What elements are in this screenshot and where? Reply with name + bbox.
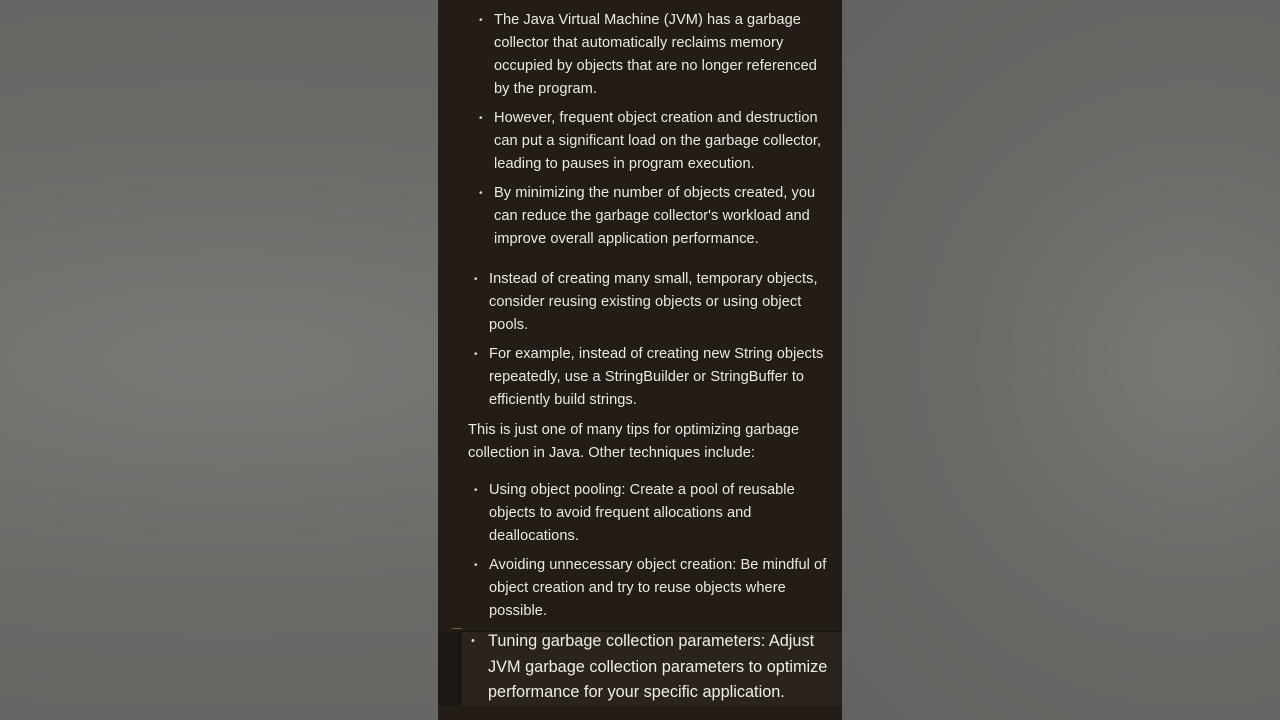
techniques-intro-paragraph: This is just one of many tips for optimizing garbage collection in Java. Other techniques include:	[468, 422, 800, 461]
list-item: • For example, instead of creating new String objects repeatedly, use a StringBuilder or StringBuffer to efficiently build strings.	[489, 343, 834, 412]
blurred-backdrop-right	[842, 0, 1280, 720]
list-item: • Avoiding unnecessary object creation: Be mindful of object creation and try to reuse objects where possible.	[489, 554, 834, 623]
vertical-video-panel	[438, 0, 842, 720]
techniques-bullet-list	[489, 479, 834, 629]
list-item: • By minimizing the number of objects created, you can reduce the garbage collector's workload and improve overall application performance.	[494, 182, 834, 251]
nested-bullet-list	[494, 9, 834, 257]
list-item: • Using object pooling: Create a pool of reusable objects to avoid frequent allocations and deallocations.	[489, 479, 834, 548]
bottom-strip	[438, 706, 842, 720]
zoom-marker	[452, 628, 462, 629]
object-reuse-bullet-list	[489, 268, 834, 418]
list-item: • Instead of creating many small, temporary objects, consider reusing existing objects or using object pools.	[489, 268, 834, 337]
zoomed-text-callout	[462, 632, 842, 706]
list-item: • The Java Virtual Machine (JVM) has a garbage collector that automatically reclaims memory occupied by objects that are no longer referenced by the program.	[494, 9, 834, 101]
zoomed-bullet-list	[488, 629, 842, 706]
list-item: • Tuning garbage collection parameters: Adjust JVM garbage collection parameters to optimize performance for your specific application.	[488, 629, 842, 706]
list-item: • However, frequent object creation and destruction can put a significant load on the garbage collector, leading to pauses in program execution.	[494, 107, 834, 176]
